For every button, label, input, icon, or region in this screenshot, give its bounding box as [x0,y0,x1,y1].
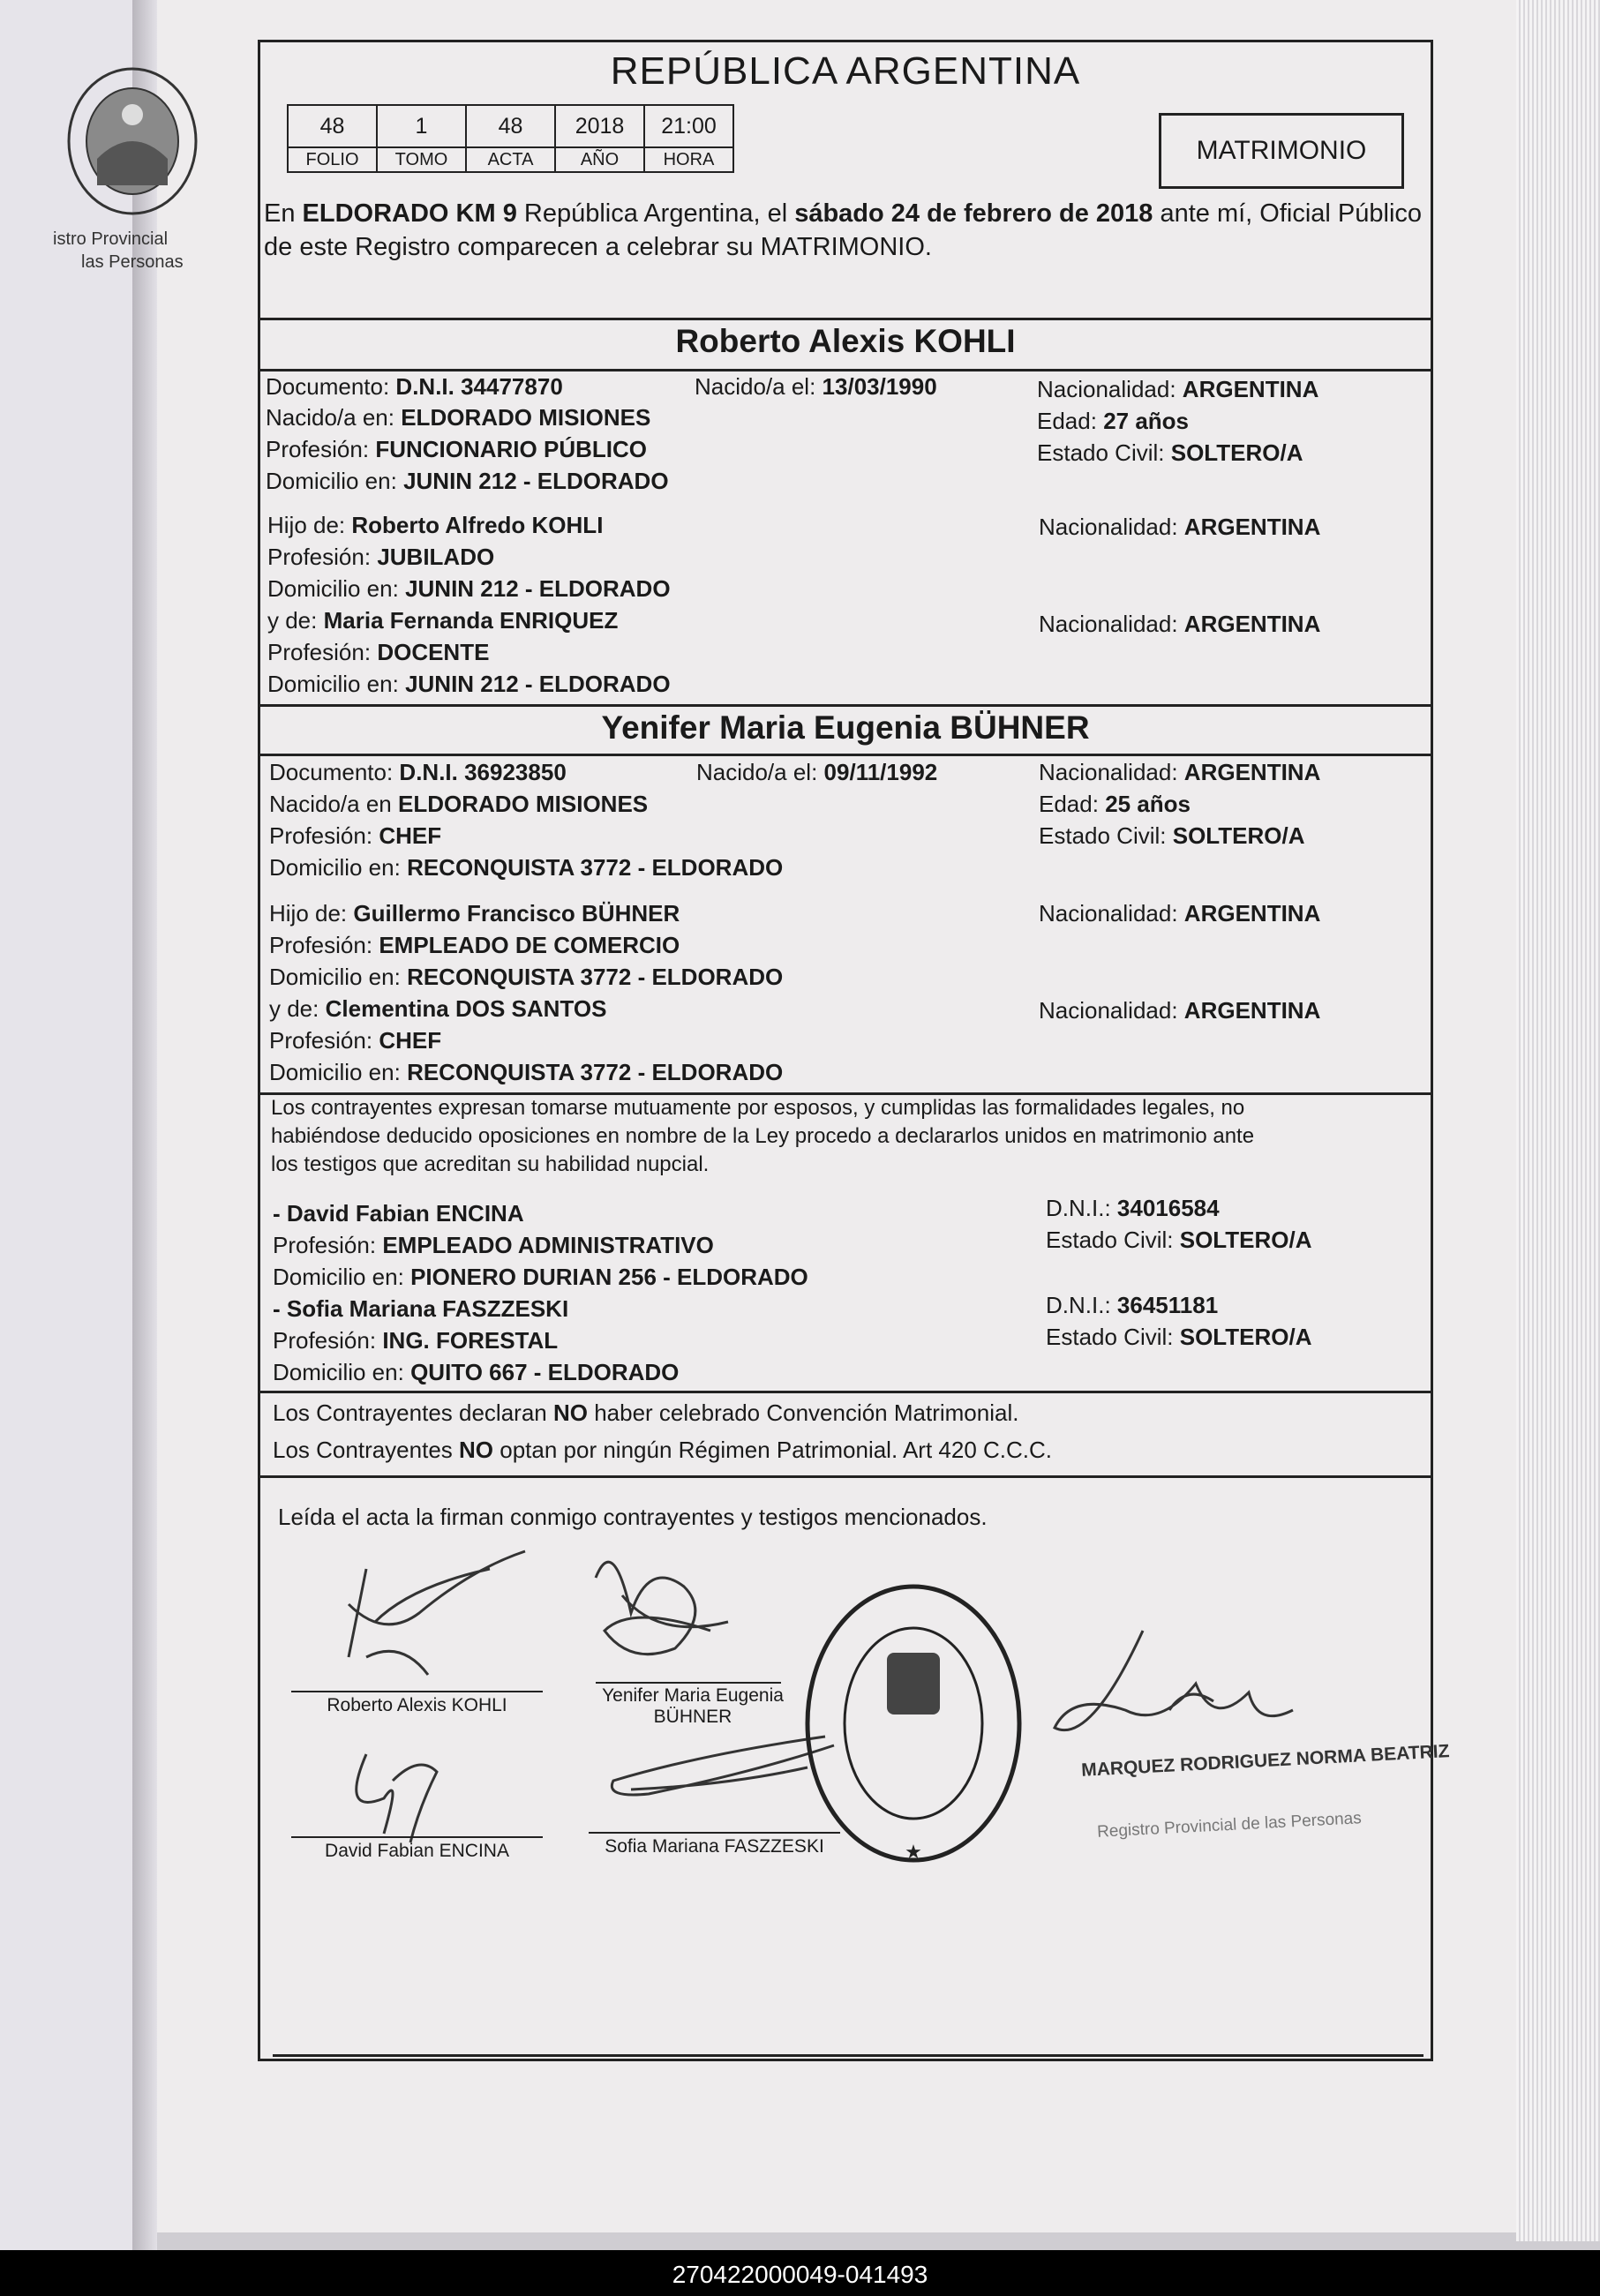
document-type-box: MATRIMONIO [1159,113,1404,189]
signature-line [596,1682,781,1684]
hora-label: HORA [644,147,733,172]
spouse1-mother-profession: Profesión: DOCENTE [267,639,490,665]
spouse1-name: Roberto Alexis KOHLI [675,323,1016,359]
ano-label: AÑO [555,147,644,172]
signature-label-yenifer: Yenifer Maria Eugenia BÜHNER [602,1685,784,1727]
signature-david-encina [331,1737,472,1851]
witness1-civil-status: Estado Civil: SOLTERO/A [1046,1227,1312,1253]
divider [260,1391,1431,1393]
spouse1-nationality: Nacionalidad: ARGENTINA [1037,376,1319,402]
spouse2-civil-status: Estado Civil: SOLTERO/A [1039,822,1305,849]
spouse2-father-nationality: Nacionalidad: ARGENTINA [1039,900,1321,927]
signature-label-sofia: Sofia Mariana FASZZESKI [605,1836,824,1857]
barcode-number: 270422000049-041493 [672,2261,928,2288]
left-page-edge [0,0,132,2250]
divider [260,1475,1431,1478]
spouse2-age: Edad: 25 años [1039,791,1191,817]
page-title: REPÚBLICA ARGENTINA [610,49,1081,93]
spouse1-civil-status: Estado Civil: SOLTERO/A [1037,439,1303,466]
witness1-name: - David Fabian ENCINA [273,1200,524,1227]
divider [260,369,1431,371]
hora-value: 21:00 [644,105,733,147]
declaration-line-2: habiéndose deducido oposiciones en nombre de la Ley procedo a declararlos unidos en matrimonio ante [271,1124,1255,1148]
marriage-certificate-form [258,40,1450,2061]
intro-paragraph: En ELDORADO KM 9 República Argentina, el sábado 24 de febrero de 2018 ante mí, Oficial Público de este Registro comparecen a celebrar su MATRIMONIO. [264,199,1423,261]
spouse1-documento: Documento: D.N.I. 34477870 [266,373,563,400]
witness2-civil-status: Estado Civil: SOLTERO/A [1046,1324,1312,1350]
spouse1-mother-name: y de: Maria Fernanda ENRIQUEZ [267,607,619,634]
declaration-line-3: los testigos que acreditan su habilidad nupcial. [271,1152,710,1176]
tomo-label: TOMO [377,147,466,172]
registry-stamp [799,1578,1028,1869]
closing-statement: Leída el acta la firman conmigo contrayentes y testigos mencionados. [278,1504,988,1530]
spouse2-documento: Documento: D.N.I. 36923850 [269,759,567,785]
spouse2-address: Domicilio en: RECONQUISTA 3772 - ELDORADO [269,854,784,881]
witness2-profession: Profesión: ING. FORESTAL [273,1327,559,1354]
witness2-name: - Sofia Mariana FASZZESKI [273,1295,569,1322]
tomo-value: 1 [377,105,466,147]
acta-value: 48 [466,105,555,147]
spouse1-profession: Profesión: FUNCIONARIO PÚBLICO [266,436,647,462]
spouse1-father-name: Hijo de: Roberto Alfredo KOHLI [267,512,604,538]
divider [260,704,1431,707]
spouse1-birthdate: Nacido/a el: 13/03/1990 [695,373,937,400]
spouse2-mother-name: y de: Clementina DOS SANTOS [269,995,607,1022]
spouse1-age: Edad: 27 años [1037,408,1190,434]
regime-statement: Los Contrayentes NO optan por ningún Régimen Patrimonial. Art 420 C.C.C. [273,1437,1053,1463]
spouse1-father-profession: Profesión: JUBILADO [267,544,495,570]
spouse1-address: Domicilio en: JUNIN 212 - ELDORADO [266,468,669,494]
spouse1-mother-address: Domicilio en: JUNIN 212 - ELDORADO [267,671,671,697]
witness2-address: Domicilio en: QUITO 667 - ELDORADO [273,1359,680,1385]
signature-label-roberto: Roberto Alexis KOHLI [327,1695,507,1715]
seal-caption: istro Provincial las Personas [53,229,184,272]
signature-yenifer-buhner [578,1542,755,1684]
divider [260,1092,1431,1095]
spouse2-nationality: Nacionalidad: ARGENTINA [1039,759,1321,785]
witness2-dni: D.N.I.: 36451181 [1046,1292,1219,1318]
signature-line [291,1836,543,1838]
svg-text:★: ★ [905,1841,922,1863]
acta-label: ACTA [466,147,555,172]
signature-label-david: David Fabian ENCINA [325,1841,509,1861]
spouse2-name: Yenifer Maria Eugenia BÜHNER [601,709,1090,746]
divider [260,318,1431,320]
official-subtitle-stamp: Registro Provincial de las Personas [1096,1809,1363,1842]
spouse2-birthplace: Nacido/a en ELDORADO MISIONES [269,791,649,817]
convention-statement: Los Contrayentes declaran NO haber celebrado Convención Matrimonial. [273,1399,1019,1426]
spouse1-father-nationality: Nacionalidad: ARGENTINA [1039,514,1321,540]
book-spine [132,0,157,2250]
signature-line [291,1691,543,1692]
witness1-address: Domicilio en: PIONERO DURIAN 256 - ELDORADO [273,1264,808,1290]
inner-bottom-border [273,2054,1423,2057]
seal-emblem-icon [62,62,203,221]
witness1-dni: D.N.I.: 34016584 [1046,1195,1220,1221]
signature-roberto-kohli [313,1534,543,1692]
spouse1-birthplace: Nacido/a en: ELDORADO MISIONES [266,404,651,431]
record-meta-table [287,104,734,173]
folio-label: FOLIO [288,147,377,172]
spouse2-mother-nationality: Nacionalidad: ARGENTINA [1039,997,1321,1024]
spouse2-mother-address: Domicilio en: RECONQUISTA 3772 - ELDORADO [269,1059,784,1085]
declaration-line-1: Los contrayentes expresan tomarse mutuamente por esposos, y cumplidas las formalidades legales, no [271,1096,1245,1120]
spouse2-birthdate: Nacido/a el: 09/11/1992 [696,759,938,785]
spouse1-mother-nationality: Nacionalidad: ARGENTINA [1039,611,1321,637]
official-name-stamp: MARQUEZ RODRIGUEZ NORMA BEATRIZ [1080,1741,1450,1781]
divider [260,754,1431,756]
ano-value: 2018 [555,105,644,147]
spouse2-father-profession: Profesión: EMPLEADO DE COMERCIO [269,932,680,958]
folio-value: 48 [288,105,377,147]
witness1-profession: Profesión: EMPLEADO ADMINISTRATIVO [273,1232,714,1258]
spouse2-mother-profession: Profesión: CHEF [269,1027,442,1054]
spouse2-father-name: Hijo de: Guillermo Francisco BÜHNER [269,900,680,927]
spouse1-father-address: Domicilio en: JUNIN 212 - ELDORADO [267,575,671,602]
page-stack-edges [1516,0,1600,2241]
spouse2-father-address: Domicilio en: RECONQUISTA 3772 - ELDORADO [269,964,784,990]
spouse2-profession: Profesión: CHEF [269,822,442,849]
